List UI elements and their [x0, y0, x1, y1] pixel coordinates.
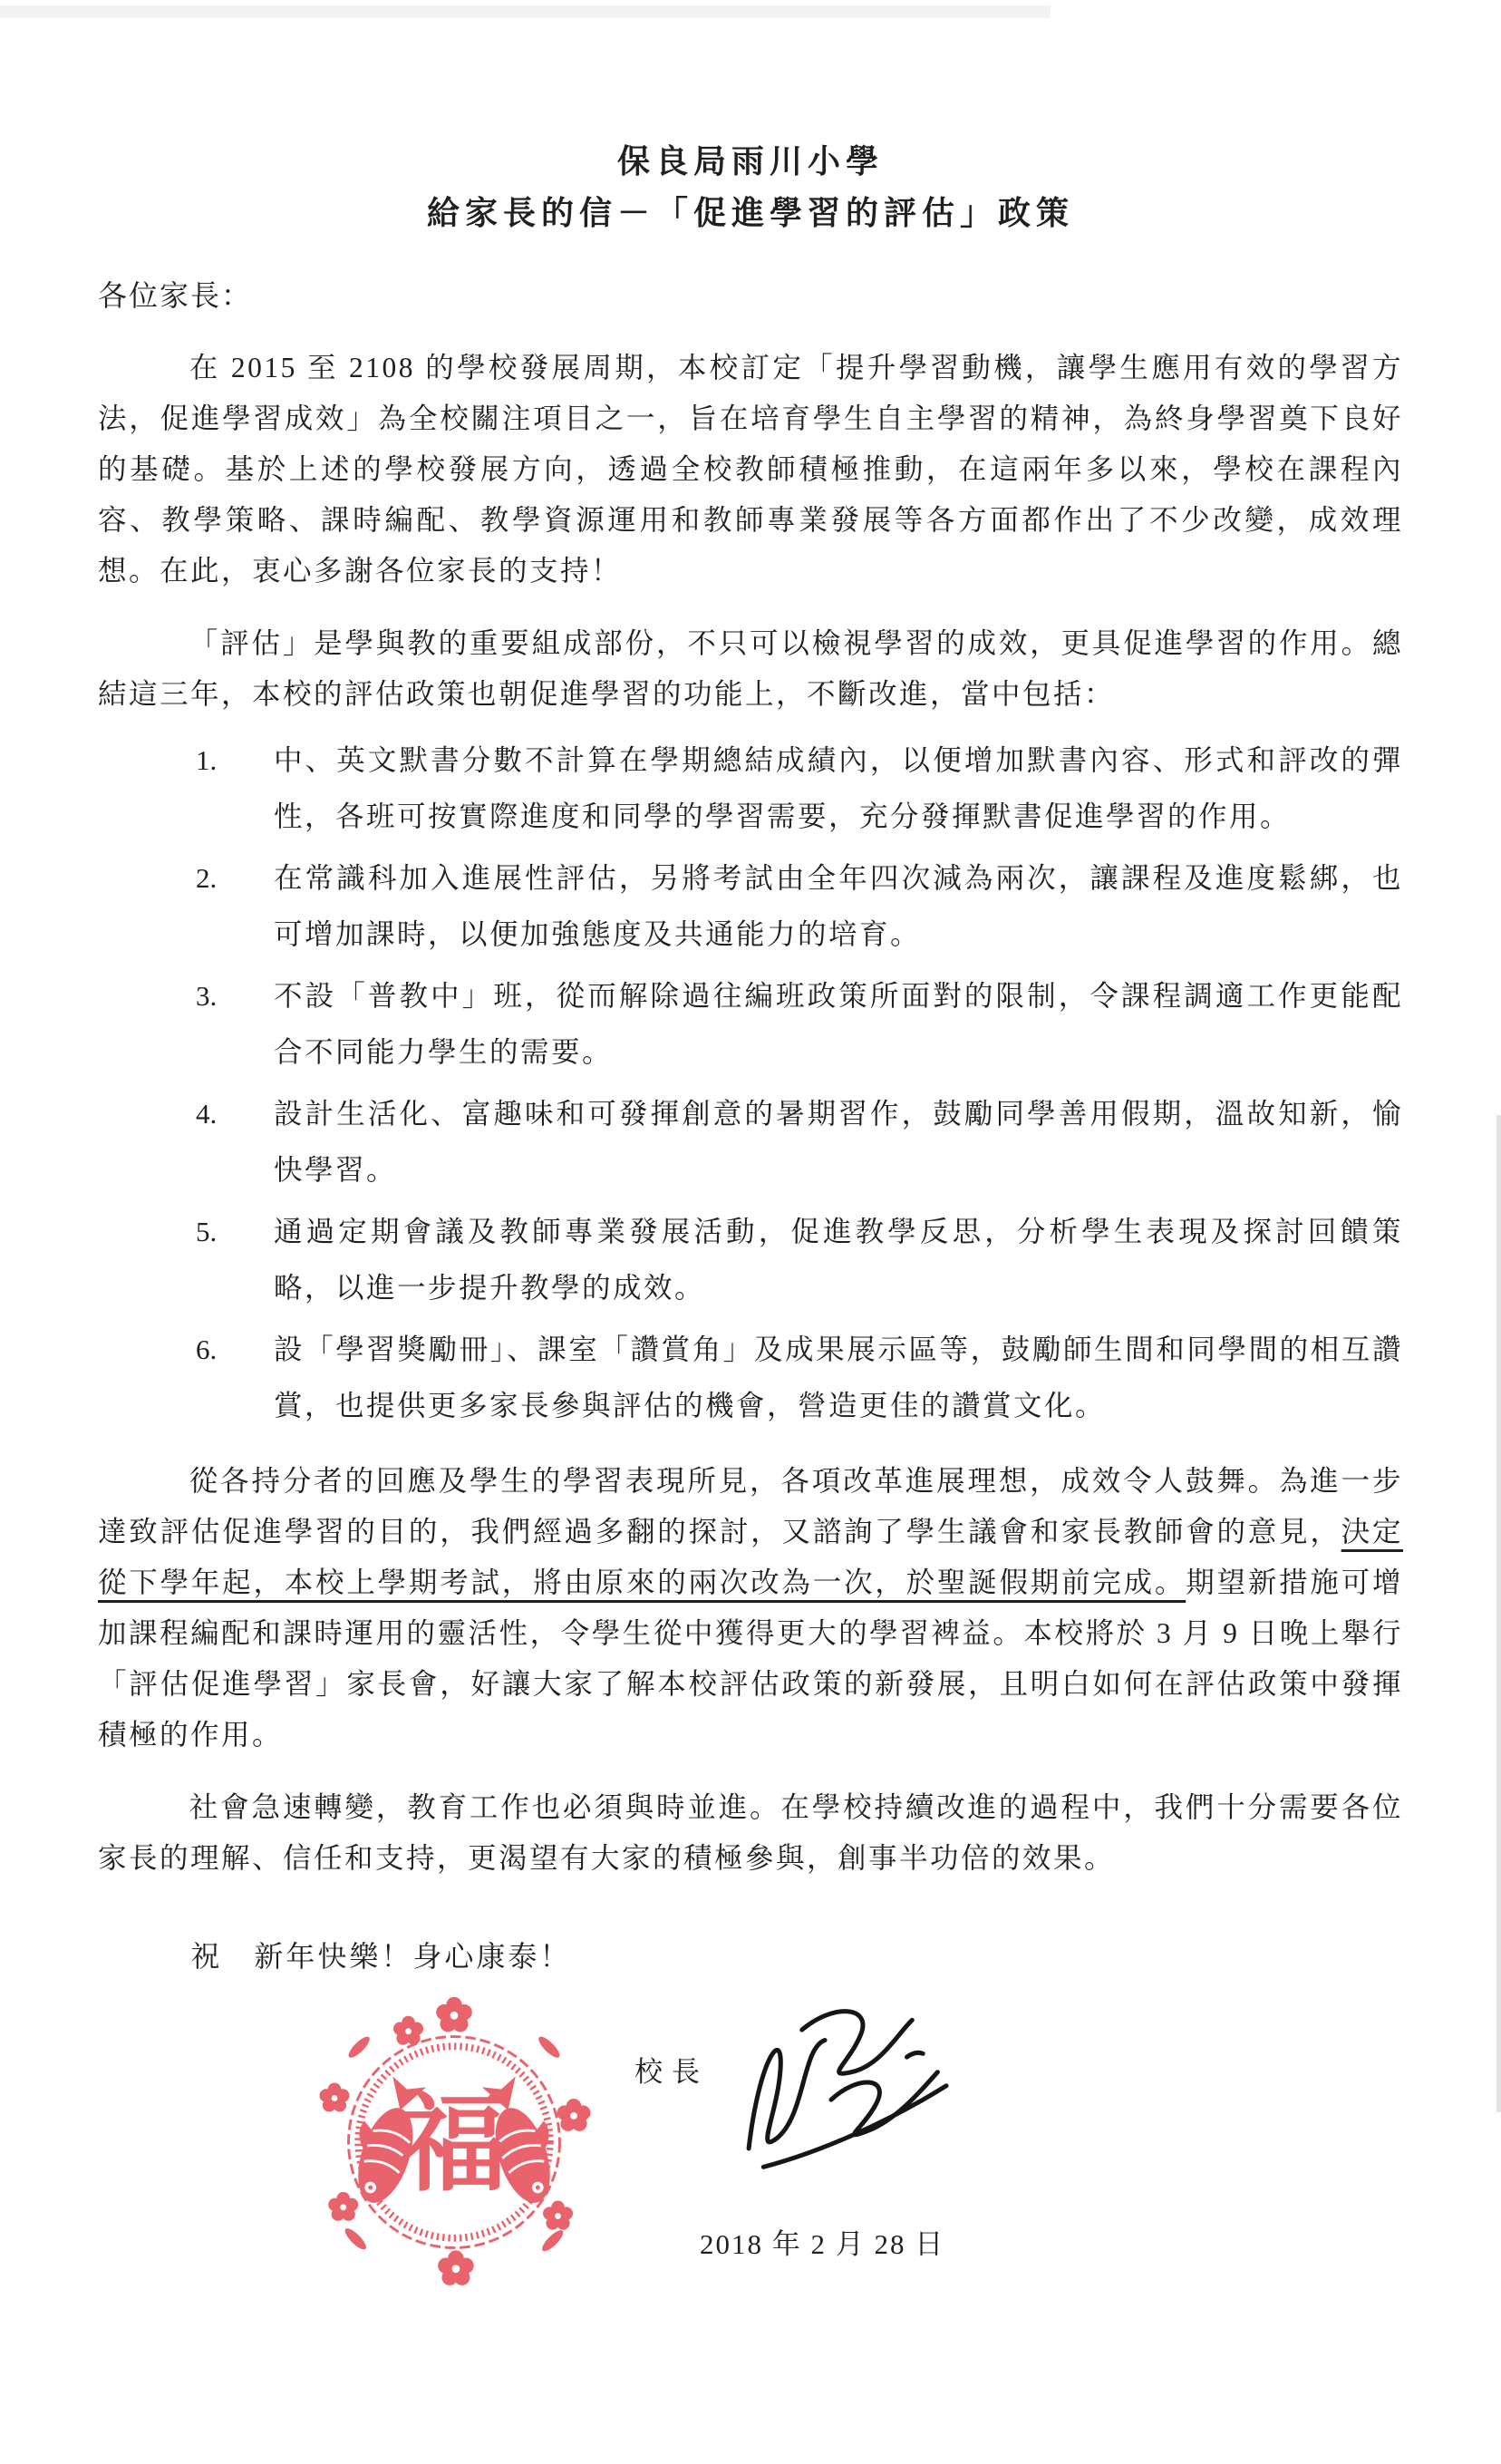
list-item: [98, 1322, 1403, 1434]
letter-title: 給家長的信－「促進學習的評估」政策: [426, 195, 1074, 231]
list-item: [98, 850, 1403, 963]
principal-label: 校長: [634, 2056, 709, 2088]
list-item-text: 不設「普教中」班，從而解除過往編班政策所面對的限制，令課程調適工作更能配合不同能力學生的需要。: [274, 980, 1403, 1068]
signature-block: [98, 1993, 1403, 2464]
list-item: [98, 968, 1403, 1081]
scan-artifact-edge: [1496, 1115, 1501, 2112]
list-item-text: 設「學習獎勵冊」、課室「讚賞角」及成果展示區等，鼓勵師生間和同學間的相互讚賞，也提供更多家長參與評估的機會，營造更佳的讚賞文化。: [274, 1334, 1403, 1421]
list-item-number: 1.: [196, 744, 218, 776]
list-item-text: 設計生活化、富趣味和可發揮創意的暑期習作，鼓勵同學善用假期，溫故知新，愉快學習。: [274, 1098, 1403, 1186]
closing-wish: 祝 新年快樂！身心康泰！: [190, 1940, 572, 1973]
list-item-number: 3.: [196, 980, 218, 1012]
paragraph-society: 社會急速轉變，教育工作也必須與時並進。在學校持續改進的過程中，我們十分需要各位家長的理解、信任和支持，更渴望有大家的積極參與，創事半功倍的效果。: [98, 1791, 1403, 1874]
principal-signature: [686, 1974, 978, 2209]
school-name: 保良局雨川小學: [616, 143, 884, 179]
list-item-text: 通過定期會議及教師專業發展活動，促進教學反思，分析學生表現及探討回饋策略，以進一步提升教學的成效。: [274, 1216, 1403, 1304]
list-item: [98, 1204, 1403, 1316]
paragraph-changes-underlined: 決定從下學年起，本校上學期考試，將由原來的兩次改為一次，於聖誕假期前完成。: [98, 1516, 1403, 1598]
list-item-text: 中、英文默書分數不計算在學期總結成績內，以便增加默書內容、形式和評改的彈性，各班可按實際進度和同學的學習需要，充分發揮默書促進學習的作用。: [274, 744, 1403, 832]
paragraph-intro: 在 2015 至 2108 的學校發展周期，本校訂定「提升學習動機，讓學生應用有效的學習方法，促進學習成效」為全校關注項目之一，旨在培育學生自主學習的精神，為終身學習奠下良好的基礎。基於上述的學校發展方向，透過全校教師積極推動，在這兩年多以來，學校在課程內容、教學策略、課時編配、教學資源運用和教師專業發展等各方面都作出了不少改變，成效理想。在此，衷心多謝各位家長的支持！: [98, 352, 1403, 587]
fu-paper-cut-icon: [305, 1993, 604, 2292]
paragraph-changes: [98, 1456, 1403, 1761]
fu-character: 福: [400, 2084, 508, 2205]
paragraph-changes-after: 期望新措施可增加課程編配和課時運用的靈活性，令學生從中獲得更大的學習裨益。本校將於 3 月 9 日晚上舉行「評估促進學習」家長會，好讓大家了解本校評估政策的新發展，且明白如何在評估政策中發揮積極的作用。: [98, 1567, 1403, 1751]
list-item: [98, 732, 1403, 845]
scan-artifact-band: [0, 5, 1051, 18]
list-item-number: 5.: [196, 1216, 218, 1247]
list-item-number: 2.: [196, 862, 218, 894]
policy-list: [98, 732, 1403, 1434]
salutation: 各位家長：: [98, 279, 253, 312]
paragraph-changes-before: 從各持分者的回應及學生的學習表現所見，各項改革進展理想，成效令人鼓舞。為進一步達致評估促進學習的目的，我們經過多翻的探討，又諮詢了學生議會和家長教師會的意見，: [98, 1465, 1403, 1547]
letter-header: [98, 136, 1403, 239]
list-item-number: 4.: [196, 1098, 218, 1130]
list-item-text: 在常識科加入進展性評估，另將考試由全年四次減為兩次，讓課程及進度鬆綁，也可增加課時，以便加強態度及共通能力的培育。: [274, 862, 1403, 950]
paragraph-assessment: 「評估」是學與教的重要組成部份，不只可以檢視學習的成效，更具促進學習的作用。總結這三年，本校的評估政策也朝促進學習的功能上，不斷改進，當中包括：: [98, 627, 1403, 710]
list-item-number: 6.: [196, 1334, 218, 1365]
list-item: [98, 1086, 1403, 1198]
letter-date: 2018 年 2 月 28 日: [700, 2228, 945, 2260]
